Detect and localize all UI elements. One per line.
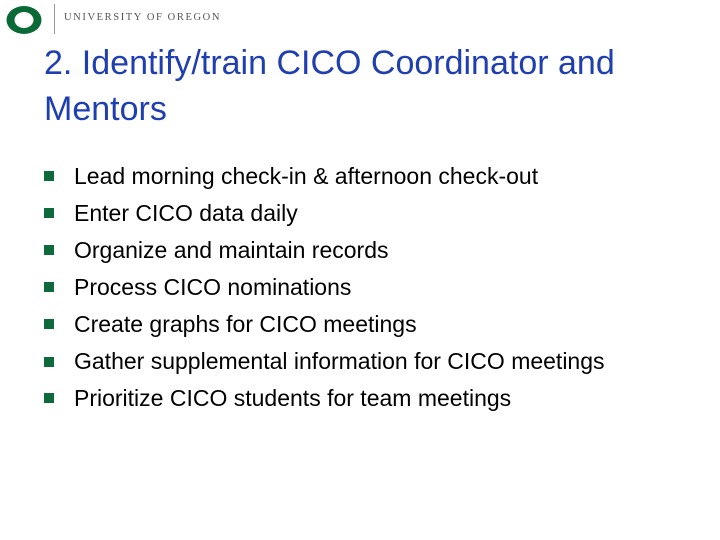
university-name: UNIVERSITY OF OREGON xyxy=(64,12,222,23)
square-bullet-icon xyxy=(44,357,54,367)
oregon-o-logo-icon xyxy=(4,4,44,36)
university-logo xyxy=(0,0,260,40)
square-bullet-icon xyxy=(44,319,54,329)
bullet-item xyxy=(44,269,684,306)
slide-title: 2. Identify/train CICO Coordinator and Mentors xyxy=(44,44,615,128)
bullet-text: Enter CICO data daily xyxy=(74,200,298,226)
bullet-text: Create graphs for CICO meetings xyxy=(74,311,417,337)
bullet-text: Prioritize CICO students for team meetings xyxy=(74,385,512,411)
bullet-item xyxy=(44,232,684,269)
bullet-item xyxy=(44,380,684,417)
bullet-text: Lead morning check-in & afternoon check-out xyxy=(74,163,539,189)
bullet-item xyxy=(44,158,684,195)
bullet-text: Gather supplemental information for CICO meetings xyxy=(74,348,605,374)
logo-divider xyxy=(54,4,55,34)
bullet-item xyxy=(44,343,684,380)
square-bullet-icon xyxy=(44,282,54,292)
square-bullet-icon xyxy=(44,245,54,255)
square-bullet-icon xyxy=(44,393,54,403)
bullet-item xyxy=(44,306,684,343)
square-bullet-icon xyxy=(44,171,54,181)
bullet-text: Organize and maintain records xyxy=(74,237,389,263)
bullet-item xyxy=(44,195,684,232)
bullet-text: Process CICO nominations xyxy=(74,274,352,300)
square-bullet-icon xyxy=(44,208,54,218)
bullet-list xyxy=(44,158,684,417)
